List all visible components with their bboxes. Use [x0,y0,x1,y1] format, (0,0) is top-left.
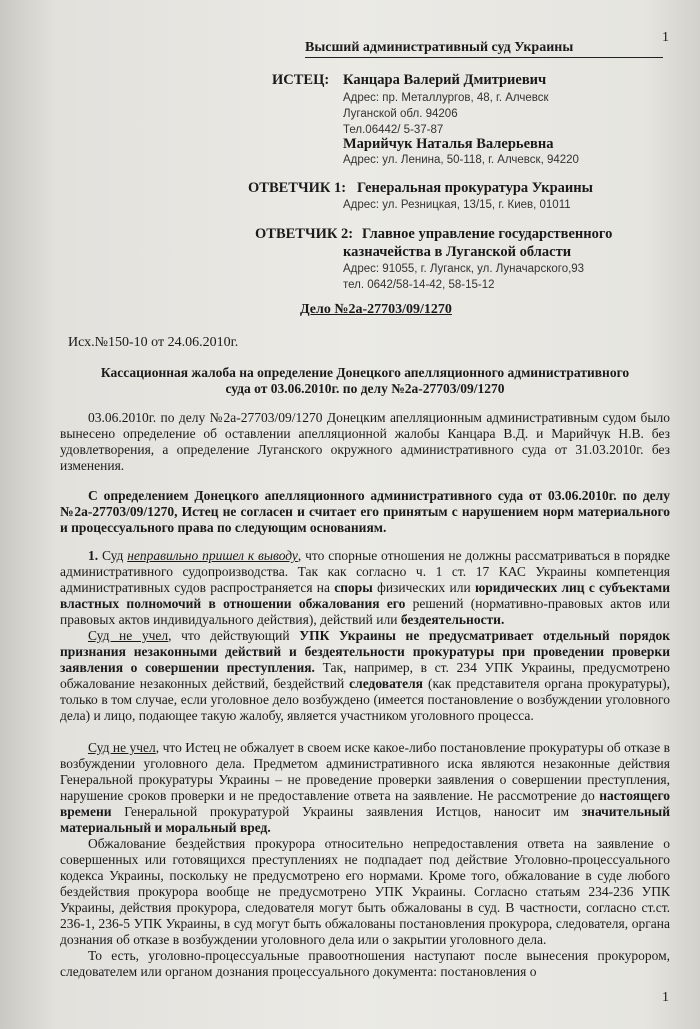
p5-b: , что Истец не обжалует в своем иске какое-либо постановление прокуратуры об отказе в возбуждении уголовного дела. Предметом административного иска являются незаконные действия Генеральной прокуратуры Украины – не проведение проверки заявления о совершении преступления, нарушение сроков проверки и не предоставление ответа на заявление. Не рассмотрение до [60,740,671,803]
plaintiff-name-1: Канцара Валерий Дмитриевич [343,72,547,88]
document-title-line-1: Кассационная жалоба на определение Донецкого апелляционного административного [100,365,630,380]
plaintiff-phone-1: Тел.06442/ 5-37-87 [343,124,444,136]
defendant1-address: Адрес: ул. Резницкая, 13/15, г. Киев, 01011 [343,199,571,211]
paragraph-6-text: Обжалование бездействия прокурора относительно непредоставления ответа на заявление о совершенных или готовящихся преступлениях не подпадает под действие Уголовно-процессуального кодекса Украины, поскольку не предусмотрено его нормами. Кроме того, обжалование в суде любого бездействия прокурора вообще не предусмотрено УПК Украины. Согласно статьям 234-236 УПК Украины, действия прокурора, следователя могут быть обжалованы в суд. В частности, согласно ст.ст. 236-1, 236-5 УПК Украины, в суд могут быть обжалованы постановления прокурора, следователя, органа дознания об отказе в возбуждении уголовного дела или о закрытии уголовного дела. [60,836,670,947]
p5-court-not-considered: Суд не учел [88,740,156,755]
p5-e: значительный материальный и моральный вред. [60,804,670,835]
p3-d: споры [334,580,373,595]
p5-c: настоящего времени [60,788,670,819]
defendant2-phone: тел. 0642/58-14-42, 58-15-12 [343,279,495,291]
defendant2-name-2: казначейства в Луганской области [343,244,572,260]
defendant2-label: ОТВЕТЧИК 2: [255,226,354,242]
paragraph-7-text: То есть, уголовно-процессуальные правоотношения наступают после вынесения прокурором, следователем или органом дознания процессуального документа: постановления о [60,948,670,979]
paragraph-3 [60,548,670,628]
case-number: Дело №2а-27703/09/1270 [300,302,452,317]
p3-emphasis: неправильно пришел к выводу [127,548,298,563]
outgoing-number: Исх.№150-10 от 24.06.2010г. [68,335,239,350]
paragraph-7 [60,948,670,980]
paragraph-2-text: С определением Донецкого апелляционного административного суда от 03.06.2010г. по делу №2а-27703/09/1270, Истец не согласен и считает его принятым с нарушением норм материального и процессуального права по следующим основаниям. [60,488,670,535]
page-number-top: 1 [662,30,669,45]
plaintiff-address-1a: Адрес: пр. Металлургов, 48, г. Алчевск [343,92,549,104]
paragraph-5 [60,740,670,836]
p3-a: Суд [101,548,124,563]
defendant1-label: ОТВЕТЧИК 1: [248,180,347,196]
p4-e: следователя [349,676,423,691]
paragraph-4 [60,628,670,724]
p5-d: Генеральной прокуратурой Украины заявления Истцов, наносит им [124,804,570,819]
plaintiff-address-2: Адрес: ул. Ленина, 50-118, г. Алчевск, 94220 [343,154,579,166]
court-name: Высший административный суд Украины [305,40,663,58]
p3-g: решений (нормативно-правовых актов или правовых актов индивидуального действия), действий или [60,596,671,627]
defendant2-address: Адрес: 91055, г. Луганск, ул. Луначарского,93 [343,263,585,275]
page-number-bottom: 1 [662,990,669,1005]
plaintiff-name-2: Марийчук Наталья Валерьевна [343,136,554,152]
defendant2-name-1: Главное управление государственного [362,226,613,242]
defendant1-name: Генеральная прокуратура Украины [357,180,593,196]
p3-e: физических или [377,580,471,595]
p3-h: бездеятельности. [400,612,505,627]
paragraph-2 [60,488,670,536]
paragraph-1-text: 03.06.2010г. по делу №2а-27703/09/1270 Донецким апелляционным административным судом было вынесено определение об оставлении апелляционной жалобы Канцара В.Д. и Марийчук Н.В. без удовлетворения, а определение Луганского окружного административного суда от 31.03.2010г. без изменения. [60,410,670,473]
plaintiff-label: ИСТЕЦ: [272,72,330,88]
p3-c: , что спорные отношения не должны рассматриваться в порядке административного судопроизводства. Так как согласно ч. 1 ст. 17 КАС Украины компетенция административных судов распространяется на [60,548,671,595]
plaintiff-address-1b: Луганской обл. 94206 [343,108,458,120]
document-title [60,365,670,397]
p4-d: Так, например, в ст. 234 УПК Украины, предусмотрено обжалование незаконных действий, бездействий [60,660,671,691]
p4-court-not-considered: Суд не учел [88,628,169,643]
p4-b: , что действующий [168,628,290,643]
document-title-line-2: суда от 03.06.2010г. по делу №2а-27703/09/1270 [225,381,505,396]
p3-f: юридических лиц с субъектами властных полномочий в отношении обжалования его [60,580,671,611]
p4-c: УПК Украины не предусматривает отдельный порядок признания незаконными действий и бездеятельности прокуратуры при проведении проверки заявления о совершении преступления. [60,628,670,675]
paragraph-6 [60,836,670,948]
point-number: 1. [88,548,99,563]
paragraph-1 [60,410,670,474]
p4-f: (как представителя органа прокуратуры), только в том случае, если уголовное дело возбуждено (имеется постановление о возбуждении уголовного дела) и лицо, подающее такую жалобу, является участником уголовного процесса. [60,676,670,723]
